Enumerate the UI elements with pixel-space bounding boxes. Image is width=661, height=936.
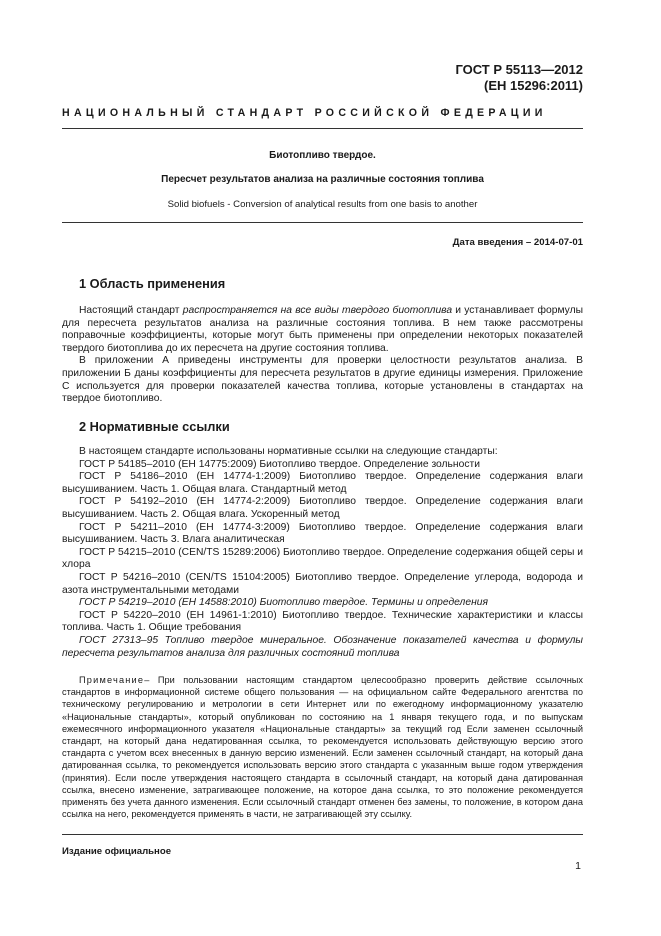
- note-paragraph: [62, 674, 583, 820]
- reference-item: ГОСТ Р 54211–2010 (ЕН 14774-3:2009) Биотопливо твердое. Определение содержания влаги высушиванием. Часть 3. Влага аналитическая: [62, 521, 583, 546]
- note-text: – При пользовании настоящим стандартом целесообразно проверить действие ссылочных стандартов в информационной системе общего пользования — на официальном сайте Федерального агентства по техническому регулированию и метрологии в сети Интернет или по ежегодному информационному указателю «Национальные стандарты», который опубликован по состоянию на 1 января текущего года, и по выпускам ежемесячного информационного указателя «Национальные стандарты» за текущий год Если заменен ссылочный стандарт, на который дана недатированная ссылка, то рекомендуется использовать действующую версию этого стандарта с учетом всех внесенных в данную версию изменений. Если заменен ссылочный стандарт, на который дана датированная ссылка, то рекомендуется использовать версию этого стандарта с указанным выше годом утверждения (принятия). Если после утверждения настоящего стандарта в ссылочный стандарт, на который дана датированная ссылка, внесено изменение, затрагивающее положение, на которое дана ссылка, то это положение рекомендуется применять без учета данного изменения. Если ссылочный стандарт отменен без замены, то положение, в котором дана ссылка на него, рекомендуется применять в части, не затрагивающей эту ссылку.: [62, 675, 583, 820]
- title-divider: [62, 222, 583, 223]
- reference-item: ГОСТ Р 54186–2010 (ЕН 14774-1:2009) Биотопливо твердое. Определение содержания влаги высушиванием. Часть 1. Общая влага. Стандартный метод: [62, 471, 583, 495]
- footer-divider: [62, 834, 583, 835]
- title-line1: Биотопливо твердое.: [269, 150, 376, 161]
- edition-label: Издание официальное: [62, 846, 172, 857]
- section2-heading: 2 Нормативные ссылки: [79, 419, 230, 434]
- p1-text-a: Настоящий стандарт: [79, 305, 183, 316]
- p1-text-italic: распространяется на все виды твердого биотоплива: [182, 305, 453, 316]
- section2-note: [62, 674, 583, 820]
- section1-paragraph1: [62, 305, 583, 355]
- introduction-date: Дата введения – 2014-07-01: [452, 237, 583, 248]
- top-divider: [62, 128, 583, 129]
- note-label: Примечание: [79, 675, 145, 685]
- section2-intro: В настоящем стандарте использованы нормативные ссылки на следующие стандарты:: [79, 446, 498, 457]
- reference-item: ГОСТ Р 54219–2010 (ЕН 14588:2010) Биотопливо твердое. Термины и определения: [79, 597, 488, 609]
- title-english: Solid biofuels - Conversion of analytical results from one basis to another: [167, 199, 478, 210]
- national-standard-banner: НАЦИОНАЛЬНЫЙ СТАНДАРТ РОССИЙСКОЙ ФЕДЕРАЦИИ: [62, 107, 547, 119]
- reference-item: ГОСТ Р 54192–2010 (ЕН 14774-2:2009) Биотопливо твердое. Определение содержания влаги высушиванием. Часть 2. Общая влага. Ускоренный метод: [62, 496, 583, 520]
- reference-item: ГОСТ Р 54220–2010 (ЕН 14961-1:2010) Биотопливо твердое. Технические характеристики и классы топлива. Часть 1. Общие требования: [62, 609, 583, 634]
- standard-code-line2: (ЕН 15296:2011): [483, 78, 583, 93]
- section1-heading: 1 Область применения: [79, 276, 226, 291]
- page-number: 1: [575, 860, 581, 872]
- section2-body: [62, 446, 583, 660]
- reference-item: ГОСТ Р 54215–2010 (CEN/TS 15289:2006) Биотопливо твердое. Определение содержания общей серы и хлора: [62, 546, 583, 571]
- reference-item: ГОСТ 27313–95 Топливо твердое минеральное. Обозначение показателей качества и формулы пересчета результатов анализа для различных состояний топлива: [62, 634, 583, 659]
- standard-code-line1: ГОСТ Р 55113—2012: [455, 62, 583, 77]
- standard-code: [323, 62, 583, 94]
- section1-paragraph2: В приложении А приведены инструменты для проверки целостности результатов анализа. В приложении Б даны коэффициенты для пересчета результатов в другие единицы измерения. Приложение С используется для проверки показателей качества топлива, которые установлены в стандартах на твердое биотопливо.: [62, 355, 583, 405]
- title-line2: Пересчет результатов анализа на различные состояния топлива: [161, 174, 484, 185]
- section1-body: [62, 305, 583, 406]
- reference-item: ГОСТ Р 54216–2010 (CEN/TS 15104:2005) Биотопливо твердое. Определение углерода, водорода и азота инструментальными методами: [62, 571, 583, 596]
- p1-text-b: и устанавливает формулы для пересчета результатов анализа на различные состояния топлива. В нем также рассмотрены поправочные коэффициенты, которые могут быть применены при определении некоторых показателей твердого биотоплива до их пересчета на другие состояния топлива.: [62, 305, 583, 354]
- reference-item: ГОСТ Р 54185–2010 (ЕН 14775:2009) Биотопливо твердое. Определение зольности: [79, 458, 480, 470]
